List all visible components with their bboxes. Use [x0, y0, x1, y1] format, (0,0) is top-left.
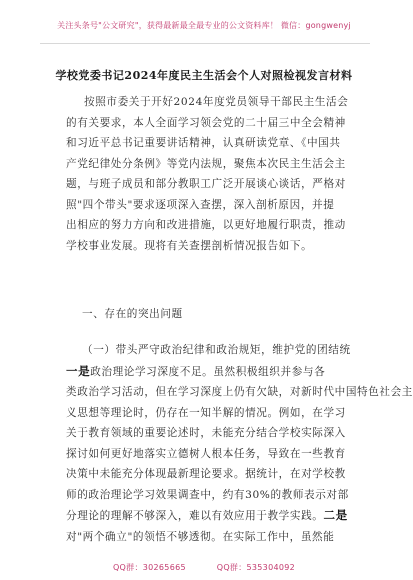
intro-paragraph: [66, 92, 356, 256]
paragraph-line: 的有关要求，本人全面学习领会党的二十届三中全会精神: [66, 116, 346, 129]
paragraph-line: 按照市委关于开好2024年度党员领导干部民主生活会: [84, 96, 349, 108]
paragraph-line: 出相应的努力方向和改进措施，以更好地履行职责，推动: [66, 219, 346, 231]
paragraph-line: 题，与班子成员和部分教职工广泛开展谈心谈话，严格对: [66, 178, 346, 190]
section-heading: 一、存在的突出问题: [82, 308, 183, 320]
point-one-text: 政治理论学习深度不足。虽然积极组织并参与各: [90, 365, 326, 378]
qq-group-two: QQ群：535304092: [216, 563, 296, 572]
paragraph-line: 关于教育领域的重要论述时，未能充分结合学校实际深入: [66, 427, 346, 439]
paragraph-line: 探讨如何更好地落实立德树人根本任务，导致在一些教育: [66, 447, 346, 460]
paragraph-line: 师的政治理论学习效果调查中，约有30%的教师表示对部: [66, 488, 349, 501]
subsection-heading: （一）带头严守政治纪律和政治规矩，维护党的团结统: [82, 344, 351, 356]
paragraph-line: 和习近平总书记重要讲话精神，认真研读党章、《中国共: [66, 137, 341, 149]
point-two-marker: 二是: [323, 508, 348, 522]
qq-group-one: QQ群：30265665: [112, 563, 186, 572]
document-title: 学校党委书记2024年度民主生活会个人对照检视发言材料: [55, 69, 353, 82]
header-divider: [40, 43, 370, 44]
header-notice: 关注头条号"公文研究"，获得最新最全最专业的公文资料库！ 微信：gongwenyj: [57, 21, 351, 30]
paragraph-line: 决策中未能充分体现最新理论要求。据统计，在对学校教: [66, 468, 346, 480]
paragraph-line: [66, 361, 356, 383]
paragraph-line: 学校事业发展。现将有关查摆剖析情况报告如下。: [66, 239, 313, 252]
paragraph-line: 照"四个带头"要求逐项深入查摆，深入剖析原因，并提: [66, 198, 335, 211]
paragraph-line: 产党纪律处分条例》等党内法规，聚焦本次民主生活会主: [66, 157, 346, 170]
footer-qq-groups: [0, 562, 408, 573]
problems-paragraph: [66, 340, 413, 547]
paragraph-line: 义思想等理论时，仍存在一知半解的情况。例如，在学习: [66, 406, 346, 419]
line-text: 分理论的理解不够深入，难以有效应用于教学实践。: [66, 510, 324, 522]
point-one-marker: 一是: [66, 363, 91, 378]
paragraph-line: 对"两个确立"的领悟不够透彻。在实际工作中，虽然能: [66, 530, 335, 543]
paragraph-line: [66, 505, 356, 527]
paragraph-line: 类政治学习活动，但在学习深度上仍有欠缺，对新时代中国特色社会主: [66, 386, 413, 398]
